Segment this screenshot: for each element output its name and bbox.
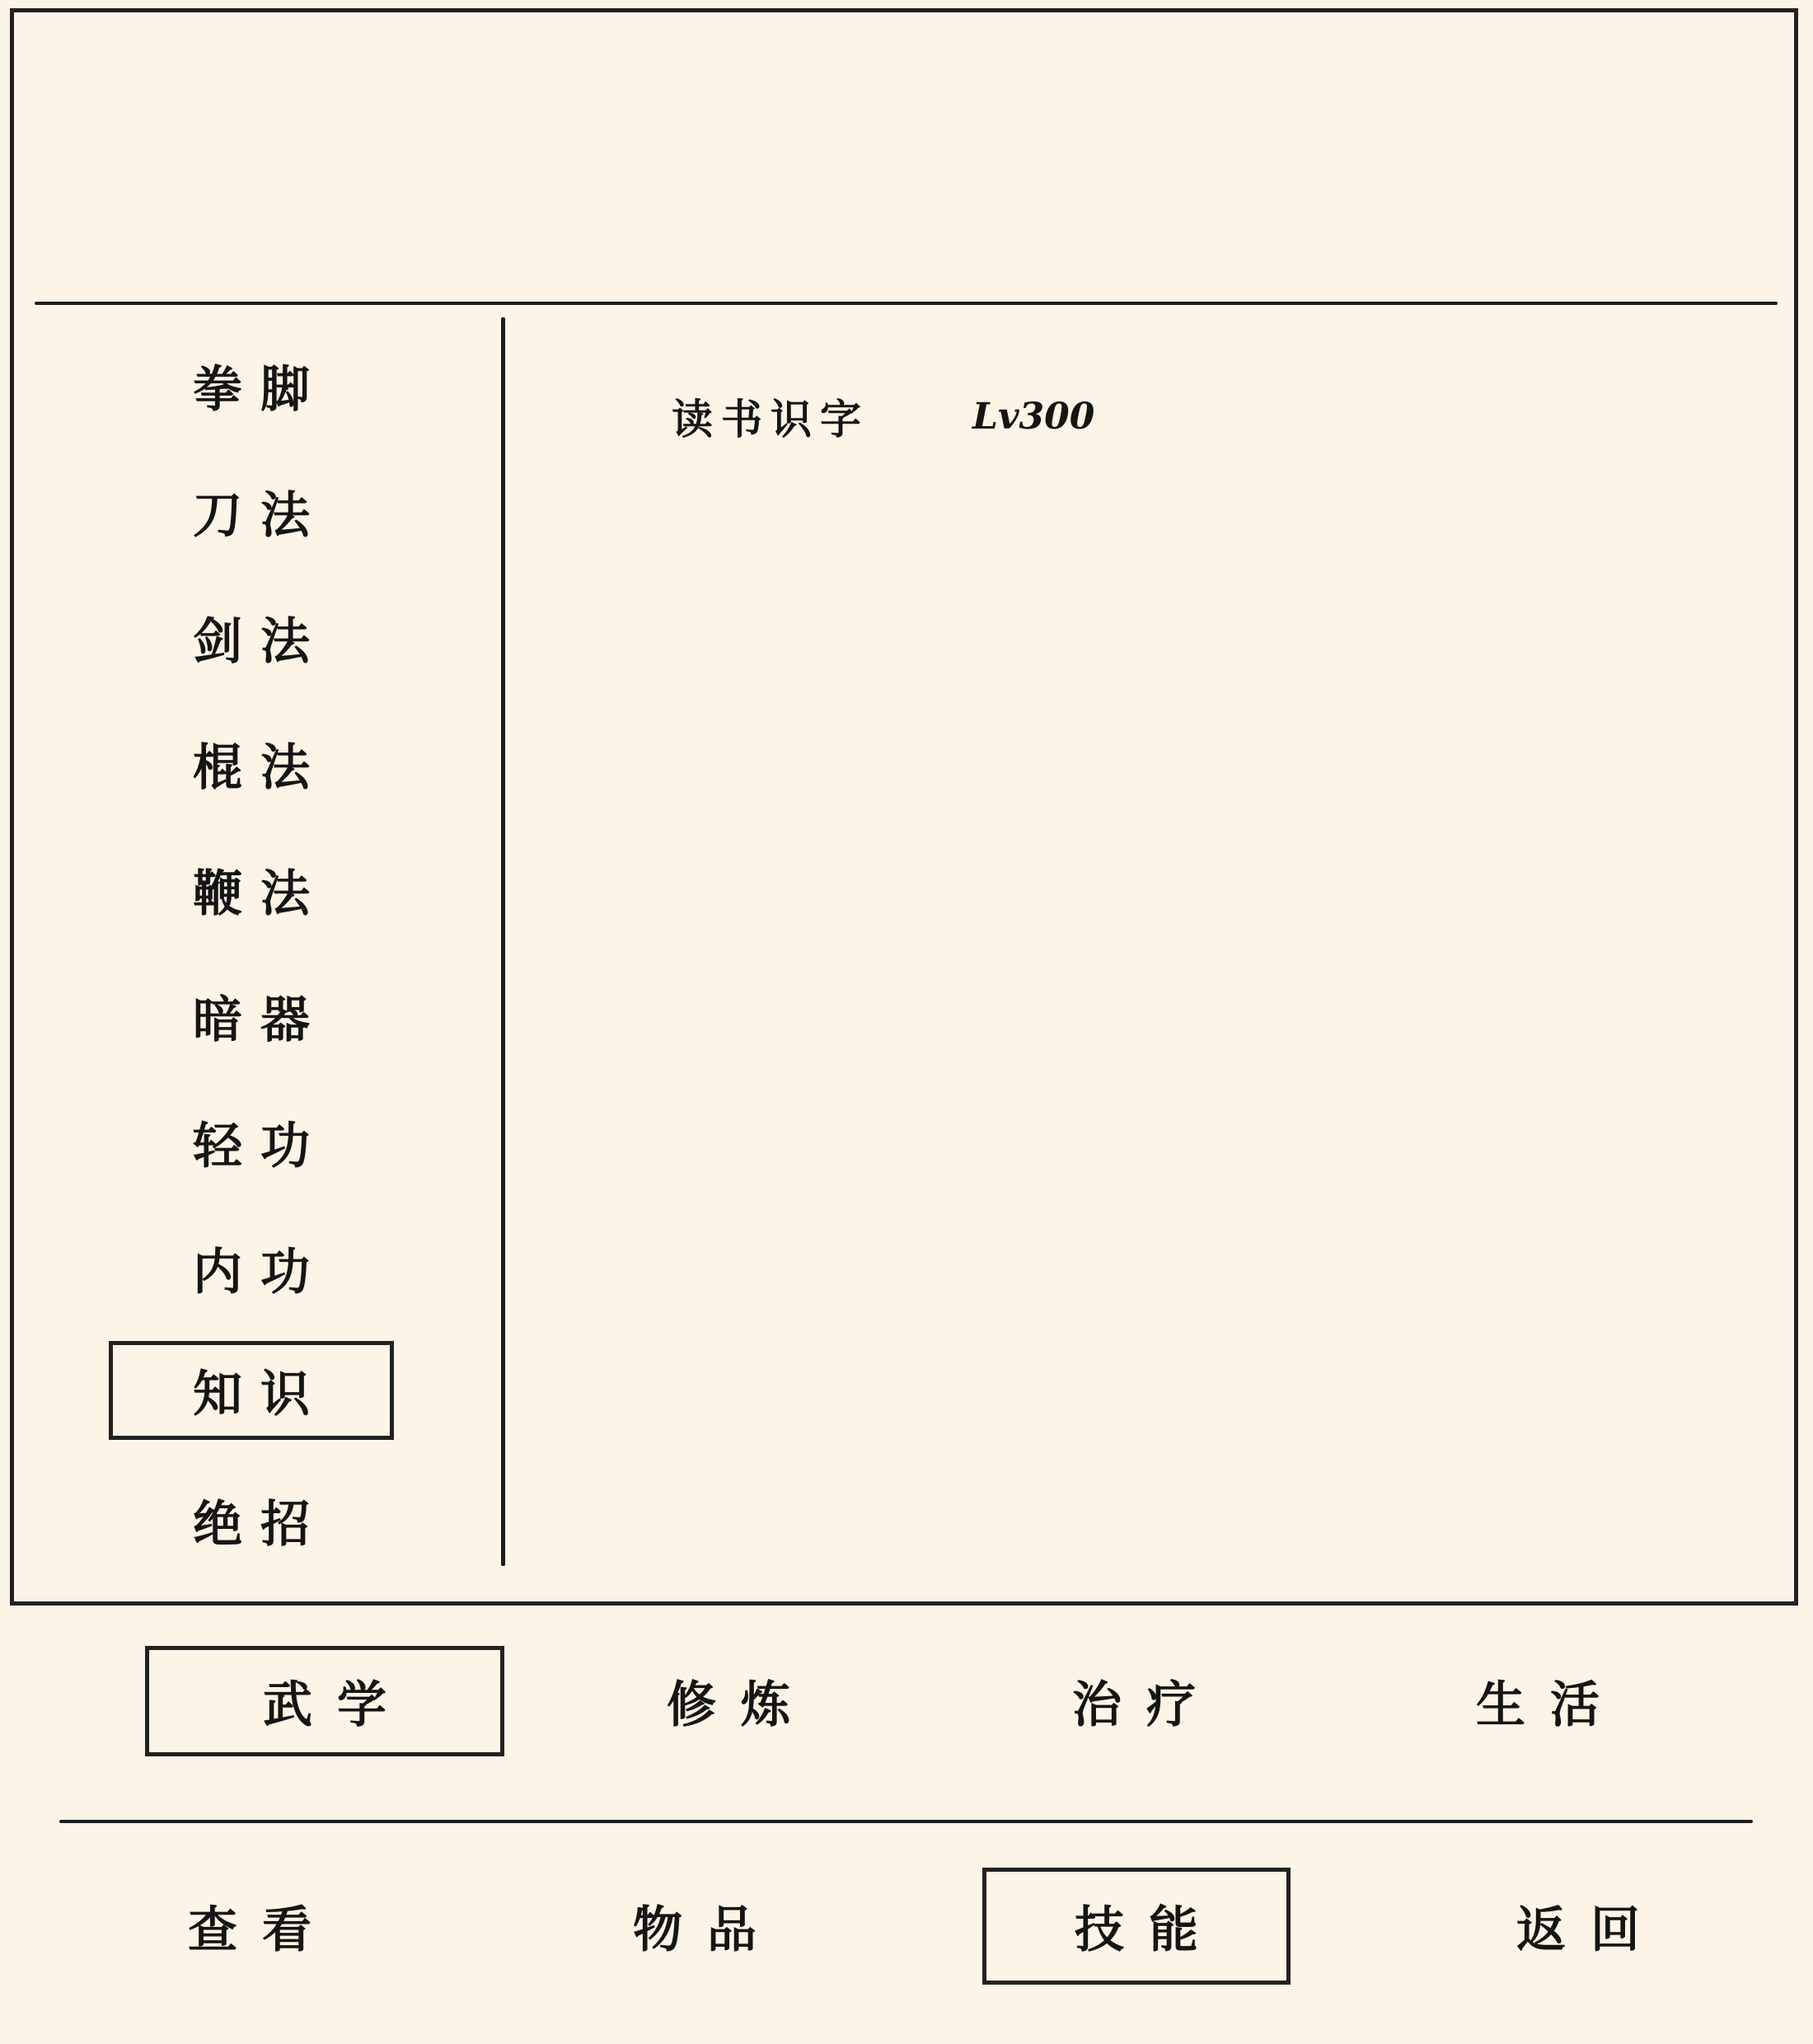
subtab-shenghuo[interactable] xyxy=(1358,1646,1717,1756)
category-item-qinggong[interactable] xyxy=(109,1095,394,1190)
category-item-quanjiao[interactable] xyxy=(109,338,394,434)
category-item-jianfa[interactable] xyxy=(109,590,394,686)
category-label: 剑法 xyxy=(193,613,328,671)
subtab-zhiliao[interactable] xyxy=(954,1646,1314,1756)
category-label: 刀法 xyxy=(193,487,328,545)
nav-button-jineng[interactable] xyxy=(982,1868,1291,1985)
category-label: 知识 xyxy=(193,1366,328,1423)
subtab-xiulian[interactable] xyxy=(549,1646,908,1756)
nav-button-chakan[interactable] xyxy=(96,1868,404,1985)
category-item-gunfa[interactable] xyxy=(109,716,394,812)
subtab-label: 修炼 xyxy=(667,1676,815,1734)
header-area xyxy=(16,15,1788,295)
nav-label: 查看 xyxy=(188,1901,336,1959)
category-label: 暗器 xyxy=(193,992,328,1049)
skill-row[interactable] xyxy=(672,387,1094,445)
category-label: 拳脚 xyxy=(193,361,328,419)
nav-label: 技能 xyxy=(1075,1901,1223,1959)
subtab-wuxue[interactable] xyxy=(145,1646,504,1756)
nav-divider xyxy=(59,1820,1753,1823)
category-item-daofa[interactable] xyxy=(109,464,394,560)
skill-name: 读书识字 xyxy=(672,395,869,443)
subtab-label: 治疗 xyxy=(1072,1676,1220,1734)
category-label: 内功 xyxy=(193,1244,328,1301)
nav-button-wupin[interactable] xyxy=(541,1868,849,1985)
category-item-anqi[interactable] xyxy=(109,968,394,1064)
category-label: 棍法 xyxy=(193,739,328,797)
category-item-juezhao[interactable] xyxy=(109,1473,394,1568)
category-item-neigong[interactable] xyxy=(109,1221,394,1316)
subtab-label: 生活 xyxy=(1476,1676,1624,1734)
category-label: 绝招 xyxy=(193,1496,328,1554)
subtab-label: 武学 xyxy=(263,1676,411,1734)
nav-label: 返回 xyxy=(1516,1901,1665,1959)
header-divider xyxy=(35,302,1778,305)
category-item-bianfa[interactable] xyxy=(109,842,394,938)
nav-button-fanhui[interactable] xyxy=(1424,1868,1732,1985)
category-label: 鞭法 xyxy=(193,865,328,923)
category-item-zhishi[interactable] xyxy=(109,1341,394,1440)
nav-label: 物品 xyxy=(633,1901,781,1959)
category-label: 轻功 xyxy=(193,1118,328,1175)
skill-level: Lv300 xyxy=(972,395,1095,438)
sidebar-divider xyxy=(501,317,505,1566)
